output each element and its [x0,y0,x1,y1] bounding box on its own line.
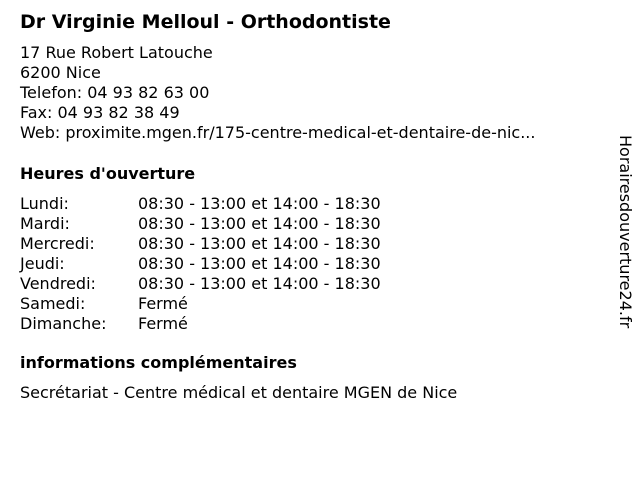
hours-time: Fermé [138,294,188,313]
hours-time: 08:30 - 13:00 et 14:00 - 18:30 [138,234,381,253]
hours-row [20,214,440,234]
info-heading: informations complémentaires [20,353,297,372]
hours-time: 08:30 - 13:00 et 14:00 - 18:30 [138,214,381,233]
hours-day: Lundi: [20,194,69,213]
page-title: Dr Virginie Melloul - Orthodontiste [20,11,391,33]
hours-row [20,294,440,314]
hours-table [20,194,440,334]
hours-time: 08:30 - 13:00 et 14:00 - 18:30 [138,254,381,273]
hours-row [20,314,440,334]
hours-row [20,234,440,254]
phone-number[interactable]: Telefon: 04 93 82 63 00 [20,83,210,102]
website-link[interactable]: Web: proximite.mgen.fr/175-centre-medical-et-dentaire-de-nic... [20,123,536,142]
site-watermark: Horairesdouverture24.fr [616,135,635,329]
address-block [20,43,535,143]
hours-time: 08:30 - 13:00 et 14:00 - 18:30 [138,274,381,293]
hours-row [20,274,440,294]
hours-day: Mardi: [20,214,70,233]
hours-day: Jeudi: [20,254,65,273]
hours-time: Fermé [138,314,188,333]
hours-time: 08:30 - 13:00 et 14:00 - 18:30 [138,194,381,213]
hours-day: Samedi: [20,294,86,313]
hours-day: Dimanche: [20,314,107,333]
hours-day: Mercredi: [20,234,95,253]
city: 6200 Nice [20,63,101,82]
hours-day: Vendredi: [20,274,96,293]
hours-heading: Heures d'ouverture [20,164,196,183]
street-address: 17 Rue Robert Latouche [20,43,213,62]
info-text: Secrétariat - Centre médical et dentaire MGEN de Nice [20,383,458,402]
hours-row [20,254,440,274]
fax-number: Fax: 04 93 82 38 49 [20,103,180,122]
hours-row [20,194,440,214]
